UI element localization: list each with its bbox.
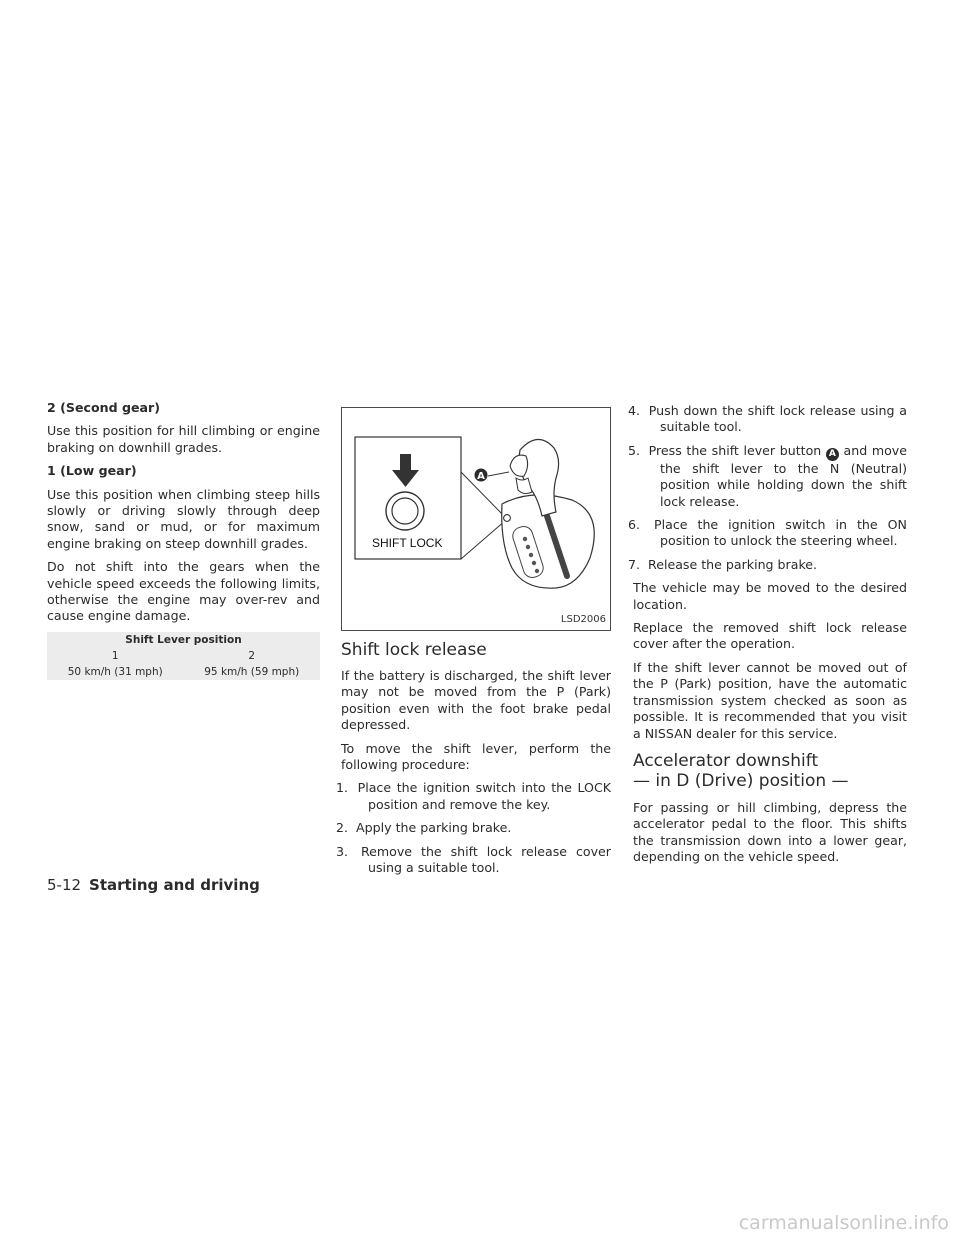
callout-a-marker: A [826, 448, 839, 461]
list-item: 2. Apply the parking brake. [336, 820, 512, 836]
paragraph-passing: For passing or hill climbing, depress the accelerator pedal to the floor. This shifts the transmission down into a lower gear, depending on the vehicle speed. [633, 799, 907, 865]
step-text: Release the parking brake. [648, 556, 818, 572]
section-title-shift-lock: Shift lock release [341, 640, 487, 660]
list-item: 4. Push down the shift lock release using a suitable tool. [628, 403, 907, 435]
step-text: Push down the shift lock release using a suitable tool. [648, 403, 907, 435]
shift-lock-drawing [342, 408, 610, 630]
callout-a-label: A [477, 471, 485, 482]
section-title-accelerator [633, 751, 907, 791]
table-row [47, 664, 320, 680]
list-item: 7. Release the parking brake. [628, 556, 818, 572]
table-row [47, 648, 320, 664]
table-value-1: 50 km/h (31 mph) [67, 665, 163, 678]
heading-second-gear: 2 (Second gear) [47, 400, 161, 415]
paragraph-speed-limits: Do not shift into the gears when the vehicle speed exceeds the following limits, otherwise the engine may over-rev and cause engine damage. [47, 559, 320, 624]
table-column-1: 1 [111, 649, 119, 662]
step-text: and move the shift lever to the N (Neutral) position while holding down the shift lock release. [660, 442, 907, 509]
paragraph-replace-cover: Replace the removed shift lock release cover after the operation. [633, 620, 907, 652]
figure-code: LSD2006 [560, 613, 606, 625]
column-middle [336, 400, 611, 883]
list-item: 1. Place the ignition switch into the LOCK position and remove the key. [336, 780, 611, 812]
list-item: 5. Press the shift lever button A and move the shift lever to the N (Neutral) position while holding down the shift lock release. [628, 442, 907, 509]
paragraph-moved: The vehicle may be moved to the desired location. [633, 580, 907, 612]
watermark: carmanualsonline.info [738, 1212, 949, 1234]
step-text: Press the shift lever button [648, 442, 822, 458]
page-number: 5-12 [47, 876, 82, 894]
column-right [628, 403, 907, 873]
paragraph-low-gear: Use this position when climbing steep hills slowly or driving slowly through deep snow, sand or mud, or for maximum engine braking on steep downhill grades. [47, 486, 320, 551]
procedure-steps-continued [628, 403, 907, 573]
step-text: Place the ignition switch in the ON position to unlock the steering wheel. [654, 517, 907, 549]
table-value-2: 95 km/h (59 mph) [204, 665, 300, 678]
list-item: 3. Remove the shift lock release cover using a suitable tool. [336, 843, 611, 876]
table-column-2: 2 [248, 649, 256, 662]
step-text: Apply the parking brake. [356, 820, 512, 836]
section-name: Starting and driving [89, 876, 260, 894]
speed-limit-table [47, 632, 320, 680]
table-header: Shift Lever position [125, 633, 242, 646]
shift-lock-illustration [341, 407, 611, 631]
paragraph-second-gear: Use this position for hill climbing or engine braking on downhill grades. [47, 423, 320, 455]
procedure-steps [336, 780, 611, 876]
paragraph-cannot-move: If the shift lever cannot be moved out of the P (Park) position, have the automatic transmission system checked as soon as possible. It is recommended that you visit a NISSAN dealer for this service. [633, 659, 907, 741]
paragraph-battery: If the battery is discharged, the shift lever may not be moved from the P (Park) position even with the foot brake pedal depressed. [341, 668, 611, 733]
section-title-line-1: Accelerator downshift [633, 750, 819, 771]
step-text: Place the ignition switch into the LOCK position and remove the key. [357, 780, 611, 812]
heading-low-gear: 1 (Low gear) [47, 463, 137, 479]
column-left [47, 400, 320, 680]
list-item: 6. Place the ignition switch in the ON position to unlock the steering wheel. [628, 517, 907, 549]
paragraph-procedure: To move the shift lever, perform the following procedure: [341, 740, 611, 773]
step-text: Remove the shift lock release cover using a suitable tool. [360, 843, 611, 876]
shift-lock-text: SHIFT LOCK [372, 536, 443, 550]
section-title-line-2: — in D (Drive) position — [633, 770, 849, 791]
page-footer [47, 876, 260, 894]
